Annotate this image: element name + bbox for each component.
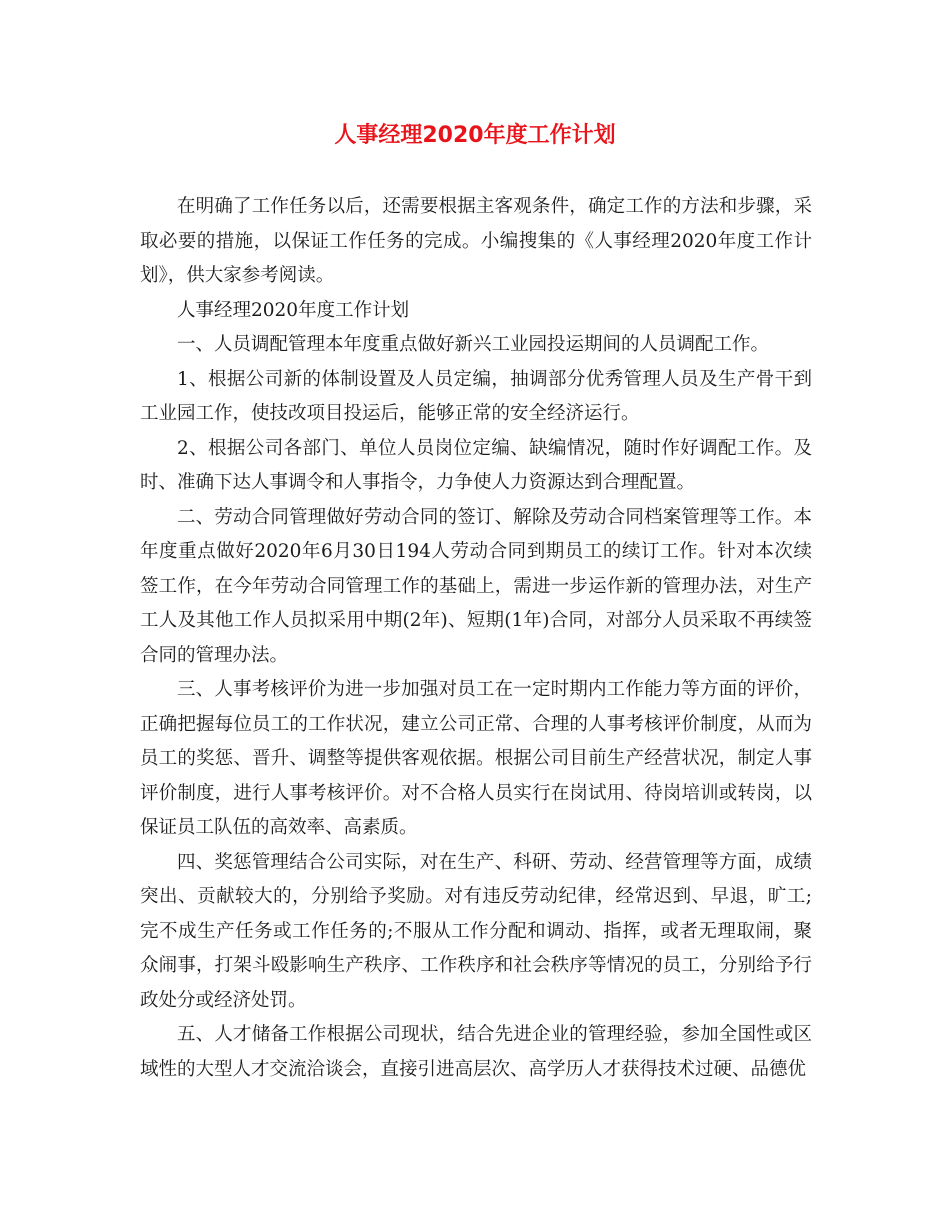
document-body: [140, 190, 812, 1087]
paragraph-intro: 在明确了工作任务以后，还需要根据主客观条件，确定工作的方法和步骤，采取必要的措施，以保证工作任务的完成。小编搜集的《人事经理2020年度工作计划》，供大家参考阅读。: [140, 196, 812, 286]
paragraph-section-1: 一、人员调配管理本年度重点做好新兴工业园投运期间的人员调配工作。: [177, 334, 770, 355]
paragraph-section-3: 三、人事考核评价为进一步加强对员工在一定时期内工作能力等方面的评价，正确把握每位员工的工作状况，建立公司正常、合理的人事考核评价制度，从而为员工的奖惩、晋升、调整等提供客观依据。根据公司目前生产经营状况，制定人事评价制度，进行人事考核评价。对不合格人员实行在岗试用、待岗培训或转岗，以保证员工队伍的高效率、高素质。: [140, 679, 812, 838]
paragraph-section-4: 四、奖惩管理结合公司实际，对在生产、科研、劳动、经营管理等方面，成绩突出、贡献较大的，分别给予奖励。对有违反劳动纪律，经常迟到、早退，旷工;完不成生产任务或工作任务的;不服从工作分配和调动、指挥，或者无理取闹，聚众闹事，打架斗殴影响生产秩序、工作秩序和社会秩序等情况的员工，分别给予行政处分或经济处罚。: [140, 851, 812, 1011]
paragraph-section-5: 五、人才储备工作根据公司现状，结合先进企业的管理经验，参加全国性或区域性的大型人才交流洽谈会，直接引进高层次、高学历人才获得技术过硬、品德优: [140, 1024, 812, 1080]
paragraph-subtitle: 人事经理2020年度工作计划: [177, 299, 410, 321]
document-title: 人事经理2020年度工作计划: [334, 123, 616, 148]
paragraph-section-2: 二、劳动合同管理做好劳动合同的签订、解除及劳动合同档案管理等工作。本年度重点做好2020年6月30日194人劳动合同到期员工的续订工作。针对本次续签工作，在今年劳动合同管理工作的基础上，需进一步运作新的管理办法，对生产工人及其他工作人员拟采用中期(2年)、短期(1年)合同，对部分人员采取不再续签合同的管理办法。: [140, 506, 812, 666]
paragraph-item-2: 2、根据公司各部门、单位人员岗位定编、缺编情况，随时作好调配工作。及时、准确下达人事调令和人事指令，力争使人力资源达到合理配置。: [140, 437, 812, 493]
paragraph-item-1: 1、根据公司新的体制设置及人员定编，抽调部分优秀管理人员及生产骨干到工业园工作，使技改项目投运后，能够正常的安全经济运行。: [140, 368, 812, 424]
